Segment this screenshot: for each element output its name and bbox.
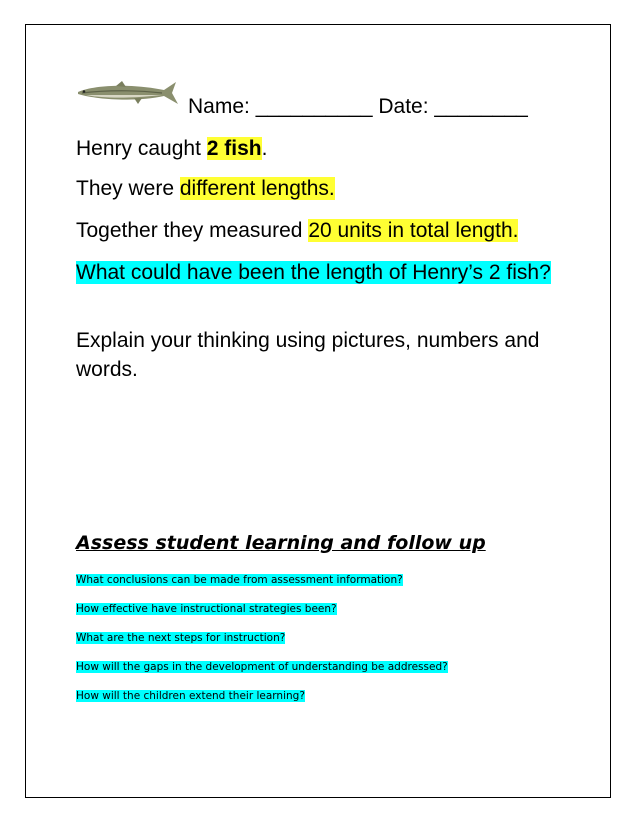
name-label: Name:: [188, 95, 250, 118]
assessment-title: Assess student learning and follow up: [76, 532, 486, 554]
assessment-question: How effective have instructional strategies been?: [76, 603, 337, 615]
problem-line-3: Together they measured 20 units in total length.: [76, 219, 519, 242]
highlight-different-lengths: different lengths.: [179, 177, 335, 200]
name-date-line: [188, 92, 528, 121]
highlight-total-length: 20 units in total length.: [308, 219, 519, 242]
problem-line-2: They were different lengths.: [76, 177, 335, 200]
assessment-question: How will the children extend their learning?: [76, 690, 305, 702]
assessment-question: What conclusions can be made from assessment information?: [76, 574, 403, 586]
date-blank: ________: [434, 95, 528, 118]
assessment-question: What are the next steps for instruction?: [76, 632, 286, 644]
name-blank: __________: [255, 95, 373, 118]
problem-question: What could have been the length of Henry’s 2 fish?: [76, 261, 551, 284]
date-label: Date:: [378, 95, 429, 118]
explain-instruction: Explain your thinking using pictures, numbers and words.: [76, 329, 540, 381]
highlight-two-fish: 2 fish: [206, 137, 262, 160]
assessment-question: How will the gaps in the development of understanding be addressed?: [76, 661, 448, 673]
problem-line-1: Henry caught 2 fish.: [76, 137, 268, 160]
fish-icon: [76, 78, 180, 108]
